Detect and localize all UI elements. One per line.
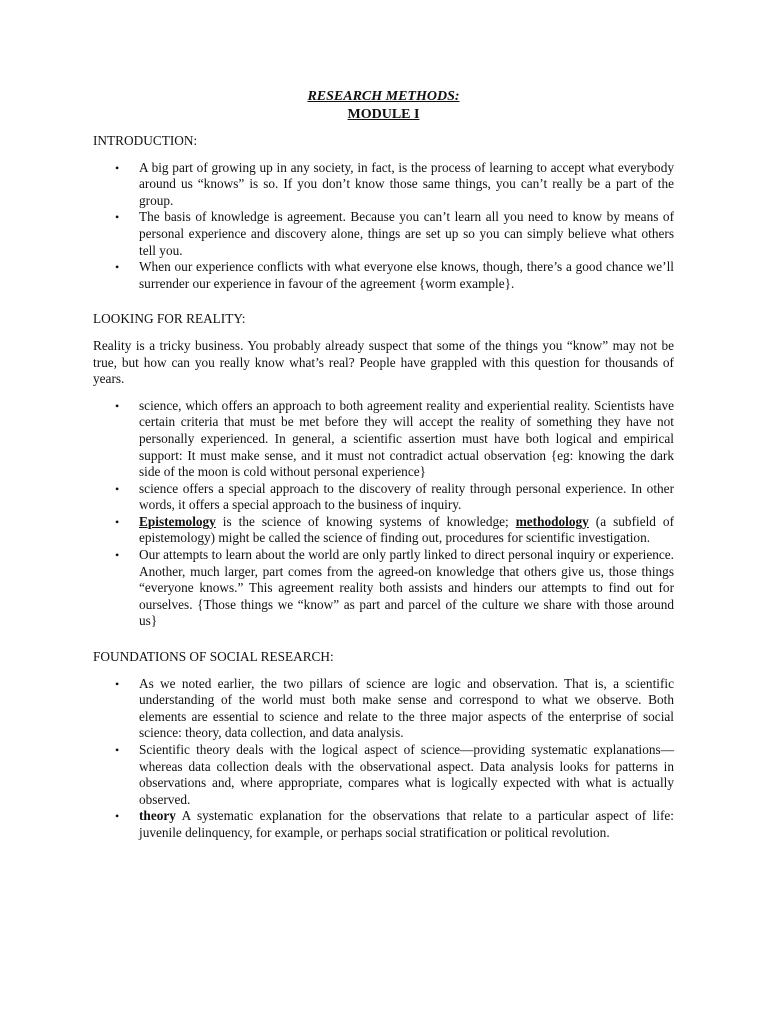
bullet-icon: • [115,676,120,691]
bullet-text: Our attempts to learn about the world are only partly linked to direct personal inquiry or experience. Another, much larger, part comes from the agreed-on knowledge that others give us, those things “everyone knows.” This agreement reality both assists and hinders our attempts to find out for ourselves. {Those things we “know” as part and parcel of the culture we share with those around us} [139,547,674,629]
bullet-text: The basis of knowledge is agreement. Because you can’t learn all you need to know by means of personal experience and discovery alone, things are set up so you can simply believe what others tell you. [139,209,674,258]
bullet-text: When our experience conflicts with what everyone else knows, though, there’s a good chance we’ll surrender our experience in favour of the agreement {worm example}. [139,259,674,291]
bullet-text: As we noted earlier, the two pillars of science are logic and observation. That is, a scientific understanding of the world must both make sense and correspond to what we observe. Both elements are essential to science and relate to the three major aspects of the enterprise of social science: theory, data collection, and data analysis. [139,675,674,741]
list-item [93,676,674,742]
bullet-icon: • [115,743,120,757]
document-title: RESEARCH METHODS: [307,89,460,104]
bullet-text: is the science of knowing systems of knowledge; [215,513,516,529]
list-item [93,481,674,514]
bullet-icon: • [115,514,120,529]
bullet-icon: • [115,481,120,496]
bullet-text: (a subfield of epistemology) might be called the science of finding out, procedures for scientific investigation. [139,513,674,546]
term-theory: theory [139,808,176,824]
reality-paragraph: Reality is a tricky business. You probably already suspect that some of the things you “know” may not be true, but how can you really know what’s real? People have grappled with this question for thousands of years. [93,337,674,387]
bullet-icon: • [115,160,120,175]
list-item [93,514,674,547]
foundations-list [93,676,674,842]
bullet-icon: • [115,548,120,563]
document-subtitle: MODULE I [347,106,420,122]
list-item [93,742,674,808]
bullet-text: Scientific theory deals with the logical aspect of science—providing systematic explanations—whereas data collection deals with the observational aspect. Data analysis looks for patterns in observations and, where appropriate, compares what is logically expected with what is actually observed. [139,742,674,807]
bullet-icon: • [115,260,120,275]
list-item [93,160,674,210]
list-item [93,398,674,481]
term-methodology: methodology [515,513,589,529]
bullet-icon: • [115,210,120,225]
bullet-text: science offers a special approach to the discovery of reality through personal experience. In other words, it offers a special approach to the business of inquiry. [139,480,674,513]
list-item [93,259,674,292]
list-item [93,547,674,630]
list-item [93,808,674,841]
term-epistemology: Epistemology [139,513,216,529]
reality-list [93,398,674,630]
bullet-text: A big part of growing up in any society, in fact, is the process of learning to accept what everybody around us “knows” is so. If you don’t know those same things, you can’t really be a part of the group. [139,159,674,208]
document-page [93,88,674,842]
bullet-text: A systematic explanation for the observations that relate to a particular aspect of life: juvenile delinquency, for example, or perhaps social stratification or political revolution. [139,808,674,840]
foundations-heading: FOUNDATIONS OF SOCIAL RESEARCH: [93,649,334,665]
bullet-text: science, which offers an approach to both agreement reality and experiential reality. Scientists have certain criteria that must be met before they will accept the reality of something they have not personally experienced. In general, a scientific assertion must have both logical and empirical support: It must make sense, and it must not contradict actual observation {eg: knowing the dark side of the moon is cold without personal experience} [139,397,674,480]
reality-heading: LOOKING FOR REALITY: [93,311,246,327]
introduction-heading: INTRODUCTION: [93,133,198,148]
introduction-list [93,160,674,293]
list-item [93,209,674,259]
bullet-icon: • [115,809,120,824]
bullet-icon: • [115,398,120,413]
